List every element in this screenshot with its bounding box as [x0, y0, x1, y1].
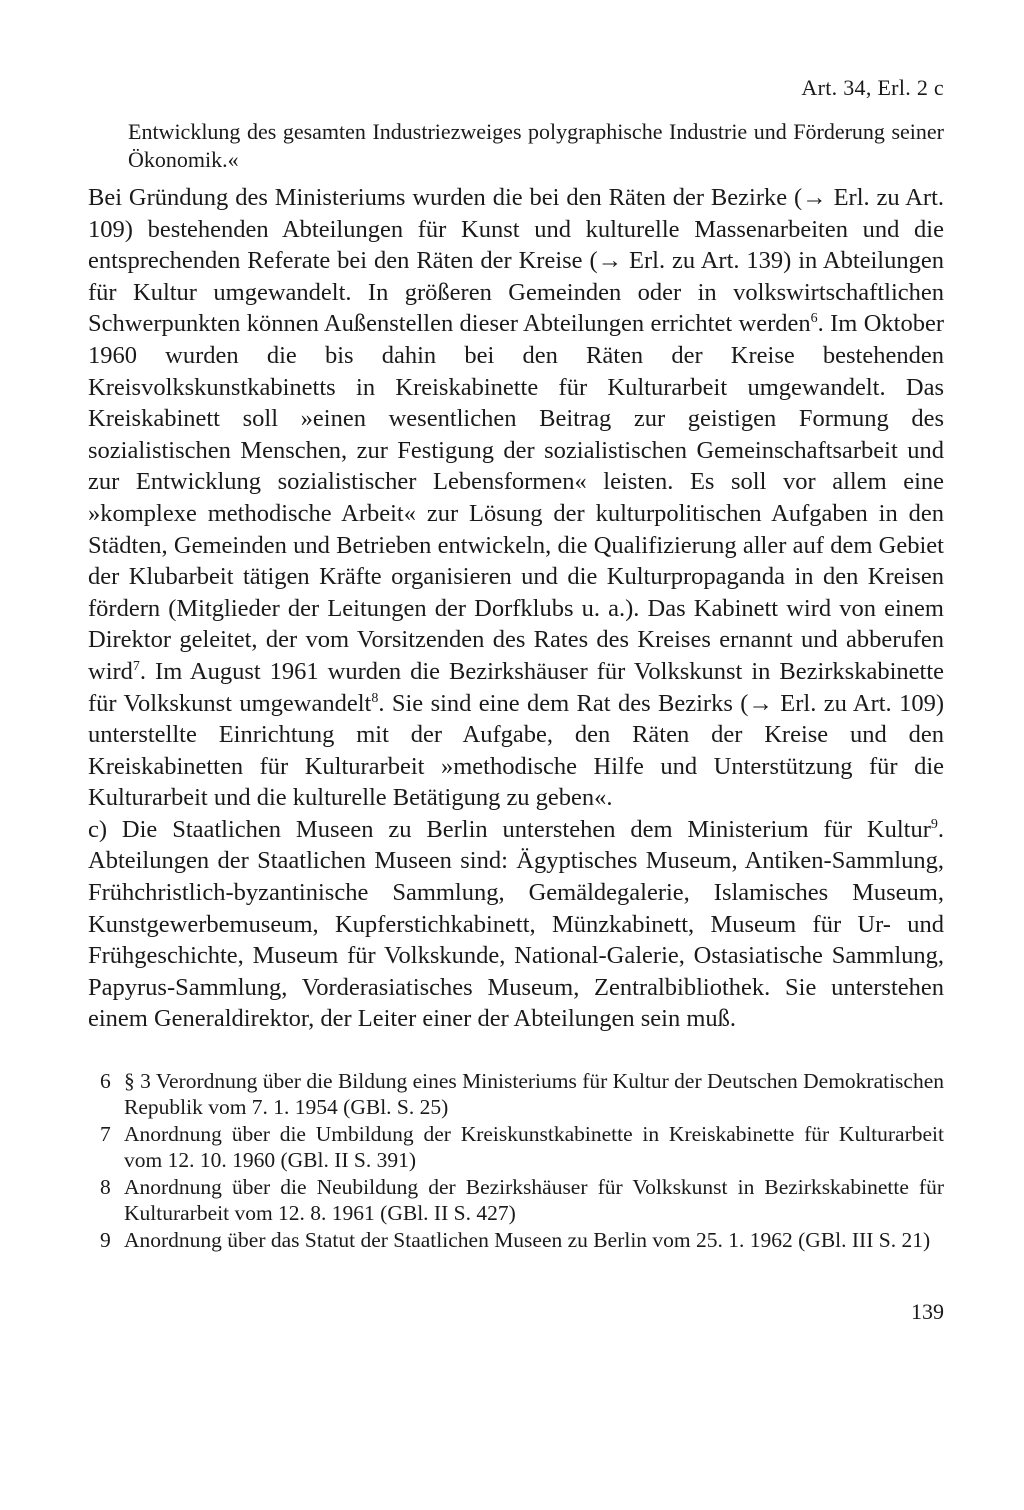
footnote-number: 9 — [100, 1228, 111, 1252]
body-text-segment: Bei Gründung des Ministeriums wurden die bei den Räten der Bezirke (→ Erl. zu Art. 109) bestehenden Abteilungen für Kunst und kulturelle Massenarbeiten und die entsprechenden Referate bei den Räten der Kreise (→ Erl. zu Art. 139) in Abteilungen für Kultur umgewandelt. In größeren Gemeinden oder in volkswirtschaftlichen Schwerpunkten können Außenstellen dieser Abteilungen errichtet werden — [88, 184, 944, 338]
footnote-number: 7 — [100, 1122, 111, 1146]
footnote-number: 8 — [100, 1175, 111, 1199]
footnote-ref-9[interactable]: 9 — [930, 816, 938, 832]
footnote-text: Anordnung über die Neubildung der Bezirkshäuser für Volkskunst in Bezirkskabinette für Kulturarbeit vom 12. 8. 1961 (GBl. II S. 427) — [124, 1175, 944, 1225]
footnote-text: § 3 Verordnung über die Bildung eines Ministeriums für Kultur der Deutschen Demokratischen Republik vom 7. 1. 1954 (GBl. S. 25) — [124, 1069, 945, 1119]
footnotes-section — [100, 1068, 944, 1254]
body-text-segment: . Abteilungen der Staatlichen Museen sind: Ägyptisches Museum, Antiken-Sammlung, Frühchristlich-byzantinische Sammlung, Gemäldegalerie, Islamisches Museum, Kunstgewerbemuseum, Kupferstichkabinett, Münzkabinett, Museum für Ur- und Frühgeschichte, Museum für Volkskunde, National-Galerie, Ostasiatische Sammlung, Papyrus-Sammlung, Vorderasiatisches Museum, Zentralbibliothek. Sie unterstehen einem Generaldirektor, der Leiter einer der Abteilungen sein muß. — [88, 815, 944, 1033]
main-body-text — [88, 182, 944, 1035]
footnote-ref-8[interactable]: 8 — [371, 690, 379, 706]
running-header: Art. 34, Erl. 2 c — [801, 75, 944, 100]
footnote-ref-6[interactable]: 6 — [810, 311, 818, 327]
footnote-number: 6 — [100, 1069, 111, 1093]
body-text-segment: . Im August 1961 wurden die Bezirkshäuser für Volkskunst in Bezirkskabinette für Volkskunst umgewandelt — [88, 657, 944, 717]
paragraph-staatliche-museen — [88, 814, 944, 1035]
quote-continuation: Entwicklung des gesamten Industriezweiges polygraphische Industrie und Förderung seiner Ökonomik.« — [128, 119, 944, 172]
footnote-7 — [100, 1121, 944, 1173]
footnote-ref-7[interactable]: 7 — [132, 658, 140, 674]
body-text-segment: c) Die Staatlichen Museen zu Berlin unterstehen dem Ministerium für Kultur — [88, 815, 931, 843]
footnote-text: Anordnung über die Umbildung der Kreiskunstkabinette in Kreiskabinette für Kulturarbeit vom 12. 10. 1960 (GBl. II S. 391) — [124, 1122, 944, 1172]
footnote-text: Anordnung über das Statut der Staatlichen Museen zu Berlin vom 25. 1. 1962 (GBl. III S. 21) — [124, 1228, 931, 1252]
paragraph-kulturabteilungen — [88, 182, 944, 814]
footnote-6 — [100, 1068, 944, 1120]
footnote-8 — [100, 1174, 944, 1226]
page-number: 139 — [911, 1299, 944, 1324]
body-text-segment: . Sie sind eine dem Rat des Bezirks (→ Erl. zu Art. 109) unterstellte Einrichtung mit der Aufgabe, den Räten der Kreise und den Kreiskabinetten für Kulturarbeit »methodische Hilfe und Unterstützung für die Kulturarbeit und die kulturelle Betätigung zu geben«. — [88, 689, 944, 812]
footnote-9 — [100, 1227, 944, 1253]
body-text-segment: . Im Oktober 1960 wurden die bis dahin bei den Räten der Kreise bestehenden Kreisvolkskunstkabinetts in Kreiskabinette für Kulturarbeit umgewandelt. Das Kreiskabinett soll »einen wesentlichen Beitrag zur geistigen Formung des sozialistischen Menschen, zur Festigung der sozialistischen Gemeinschaftsarbeit und zur Entwicklung sozialistischer Lebensformen« leisten. Es soll vor allem eine »komplexe methodische Arbeit« zur Lösung der kulturpolitischen Aufgaben in den Städten, Gemeinden und Betrieben entwickeln, die Qualifizierung aller auf dem Gebiet der Klubarbeit tätigen Kräfte organisieren und die Kulturpropaganda in den Kreisen fördern (Mitglieder der Leitungen der Dorfklubs u. a.). Das Kabinett wird von einem Direktor geleitet, der vom Vorsitzenden des Rates des Kreises ernannt und abberufen wird — [88, 310, 945, 685]
